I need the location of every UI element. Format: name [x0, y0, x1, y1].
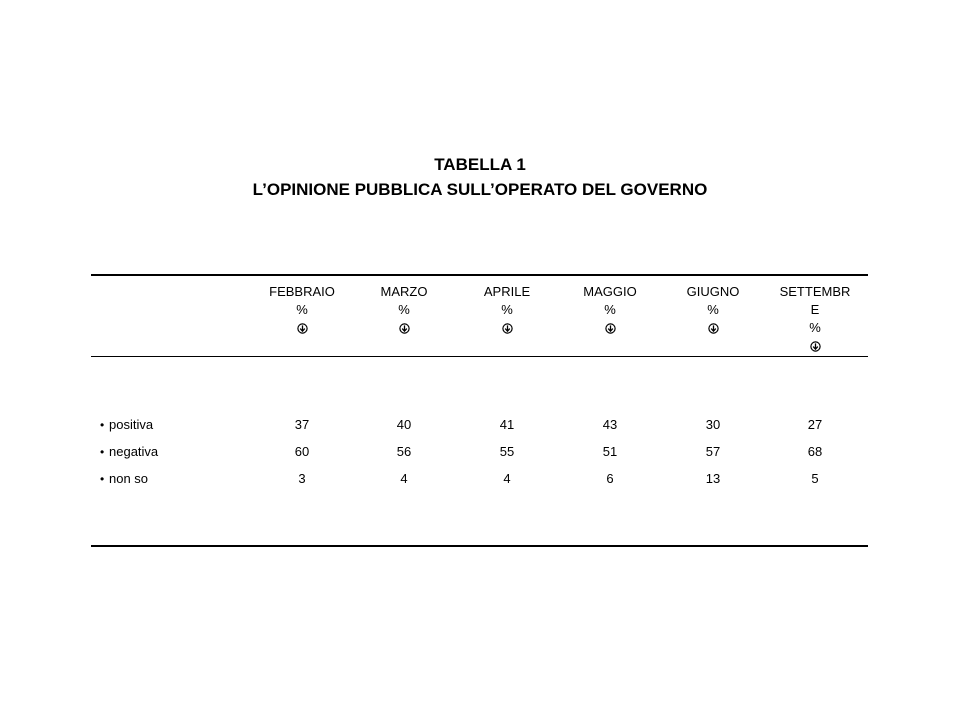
- table-cell: 37: [294, 417, 310, 432]
- column-header-text: MAGGIO: [583, 284, 637, 299]
- column-header-text: GIUGNO: [686, 284, 740, 299]
- table-cell: 6: [606, 471, 614, 486]
- circled-down-arrow-icon: [658, 319, 768, 337]
- column-header-text: SETTEMBR: [779, 284, 851, 299]
- circled-down-arrow-icon: [760, 337, 870, 355]
- table-bottom-rule: [91, 545, 868, 547]
- row-label-text: negativa: [109, 444, 159, 459]
- column-header-text: %: [604, 302, 616, 317]
- title-block: [0, 152, 960, 202]
- table-row: [0, 442, 960, 462]
- row-label-text: positiva: [109, 417, 154, 432]
- table-header-rule: [91, 356, 868, 357]
- table-cell: 55: [499, 444, 515, 459]
- bullet-icon: •: [100, 445, 105, 459]
- column-header: [555, 283, 665, 337]
- table-cell: 57: [705, 444, 721, 459]
- table-row: [0, 469, 960, 489]
- table-cell: 13: [705, 471, 721, 486]
- row-label-text: non so: [109, 471, 149, 486]
- table-cell: 27: [807, 417, 823, 432]
- column-header-text: %: [296, 302, 308, 317]
- column-header: [452, 283, 562, 337]
- column-header-text: %: [707, 302, 719, 317]
- table-cell: 40: [396, 417, 412, 432]
- table-cell: 43: [602, 417, 618, 432]
- table-number-title: TABELLA 1: [434, 155, 526, 174]
- table-cell: 3: [298, 471, 306, 486]
- table-row: [0, 415, 960, 435]
- column-header: [658, 283, 768, 337]
- bullet-icon: •: [100, 418, 105, 432]
- circled-down-arrow-icon: [452, 319, 562, 337]
- column-header: [760, 283, 870, 355]
- column-header: [247, 283, 357, 337]
- row-label: [100, 442, 158, 462]
- column-header-text: %: [501, 302, 513, 317]
- table-cell: 5: [811, 471, 819, 486]
- table-cell: 4: [400, 471, 408, 486]
- circled-down-arrow-icon: [555, 319, 665, 337]
- column-header-text: FEBBRAIO: [269, 284, 335, 299]
- table-caption-title: L’OPINIONE PUBBLICA SULL’OPERATO DEL GOVERNO: [252, 180, 708, 199]
- row-label: [100, 469, 148, 489]
- table-cell: 4: [503, 471, 511, 486]
- table-cell: 30: [705, 417, 721, 432]
- circled-down-arrow-icon: [349, 319, 459, 337]
- column-header-text: %: [809, 320, 821, 335]
- circled-down-arrow-icon: [247, 319, 357, 337]
- column-header: [349, 283, 459, 337]
- table-cell: 51: [602, 444, 618, 459]
- table-cell: 60: [294, 444, 310, 459]
- table-cell: 56: [396, 444, 412, 459]
- bullet-icon: •: [100, 472, 105, 486]
- column-header-text: APRILE: [483, 284, 531, 299]
- table-cell: 41: [499, 417, 515, 432]
- column-header-text: MARZO: [380, 284, 428, 299]
- column-header-text: E: [810, 302, 820, 317]
- row-label: [100, 415, 153, 435]
- table-cell: 68: [807, 444, 823, 459]
- table-top-rule: [91, 274, 868, 276]
- column-header-text: %: [398, 302, 410, 317]
